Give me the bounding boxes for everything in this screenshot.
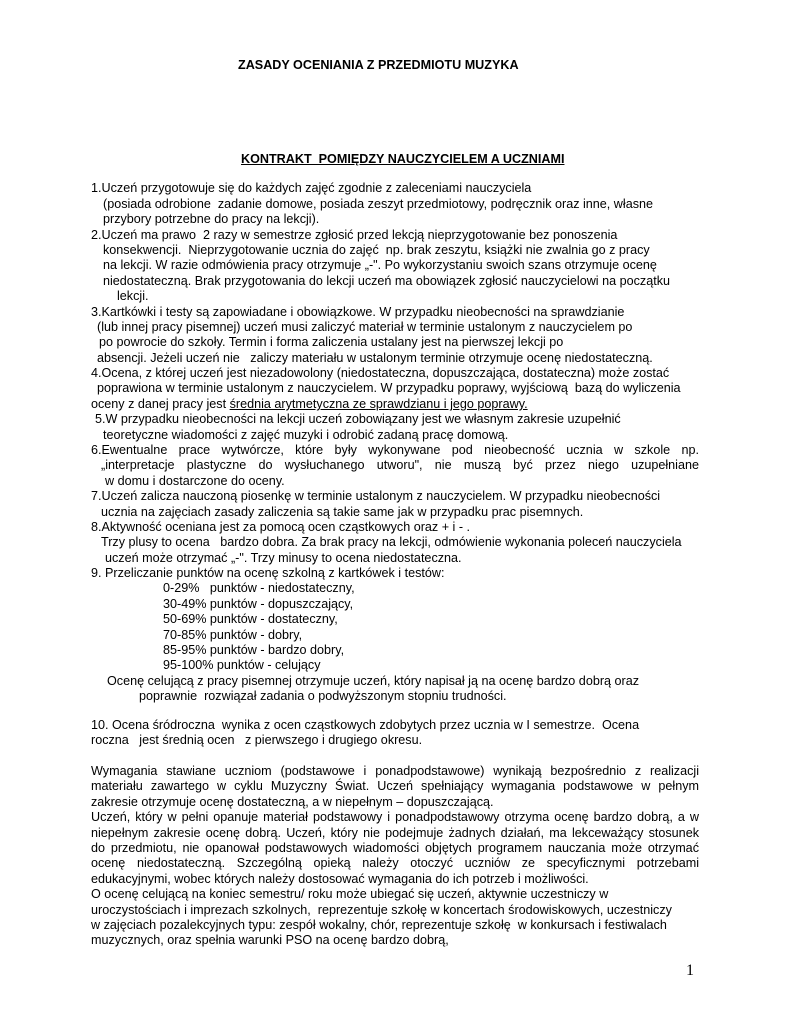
text-line: poprawnie rozwiązał zadania o podwyższonym stopniu trudności. bbox=[139, 689, 507, 703]
underlined-text: średnia arytmetyczna ze sprawdzianu i jego poprawy. bbox=[229, 397, 528, 411]
text-line: 5.W przypadku nieobecności na lekcji uczeń zobowiązany jest we własnym zakresie uzupełnić bbox=[95, 412, 621, 426]
text-line: Uczeń, który w pełni opanuje materiał podstawowy i ponadpodstawowy otrzyma ocenę bardzo dobrą, a w bbox=[91, 810, 699, 824]
text-line: ucznia na zajęciach zasady zaliczenia są takie same jak w przypadku prac pisemnych. bbox=[101, 505, 584, 519]
text-line: „interpretacje plastyczne do wysłuchanego utworu", nie muszą być przez niego uzupełniane bbox=[101, 458, 699, 472]
text-line: ocenę niedostateczną. Szczególną opieką należy otoczyć uczniów ze specyficznymi potrzebami bbox=[91, 856, 699, 870]
text-line: O ocenę celującą na koniec semestru/ roku może ubiegać się uczeń, aktywnie uczestniczy w bbox=[91, 887, 609, 901]
text-line: uczeń może otrzymać „-". Trzy minusy to ocena niedostateczna. bbox=[105, 551, 462, 565]
text-line: 6.Ewentualne prace wytwórcze, które były wykonywane pod nieobecność ucznia w szkole np. bbox=[91, 443, 699, 457]
text-line: zakresie otrzymuje ocenę dostateczną, a w niepełnym – dopuszczającą. bbox=[91, 795, 494, 809]
list-item: 30-49% punktów - dopuszczający, bbox=[163, 597, 354, 611]
list-item: 70-85% punktów - dobry, bbox=[163, 628, 303, 642]
page-number: 1 bbox=[686, 962, 694, 979]
text-line: do przedmiotu, nie opanował podstawowych wiadomości objętych programem nauczania może otrzymać bbox=[91, 841, 699, 855]
text-line bbox=[91, 397, 528, 412]
text-line: niedostateczną. Brak przygotowania do lekcji uczeń ma obowiązek zgłosić nauczycielowi na początku bbox=[103, 274, 671, 288]
list-item: 50-69% punktów - dostateczny, bbox=[163, 612, 338, 626]
text-line: edukacyjnymi, wobec których należy dostosować wymagania do ich potrzeb i możliwości. bbox=[91, 872, 589, 886]
text-line: 2.Uczeń ma prawo 2 razy w semestrze zgłosić przed lekcją nieprzygotowanie bez ponoszenia bbox=[91, 228, 618, 242]
text-line: 10. Ocena śródroczna wynika z ocen cząstkowych zdobytych przez ucznia w I semestrze. Ocena bbox=[91, 718, 640, 732]
text-line: po powrocie do szkoły. Termin i forma zaliczenia ustalany jest na pierwszej lekcji po bbox=[99, 335, 564, 349]
text-line: 1.Uczeń przygotowuje się do każdych zajęć zgodnie z zaleceniami nauczyciela bbox=[91, 181, 532, 195]
text-line: (posiada odrobione zadanie domowe, posiada zeszyt przedmiotowy, podręcznik oraz inne, własne bbox=[103, 197, 654, 211]
list-item: 85-95% punktów - bardzo dobry, bbox=[163, 643, 345, 657]
text-line: poprawiona w terminie ustalonym z nauczycielem. W przypadku poprawy, wyjściową bazą do wyliczenia bbox=[97, 381, 681, 395]
text-line: 9. Przeliczanie punktów na ocenę szkolną z kartkówek i testów: bbox=[91, 566, 445, 580]
document-title: ZASADY OCENIANIA Z PRZEDMIOTU MUZYKA bbox=[238, 58, 519, 72]
text-line: muzycznych, oraz spełnia warunki PSO na ocenę bardzo dobrą, bbox=[91, 933, 449, 947]
text-line: absencji. Jeżeli uczeń nie zaliczy materiału w ustalonym terminie otrzymuje ocenę niedostateczną. bbox=[97, 351, 653, 365]
text-line: konsekwencji. Nieprzygotowanie ucznia do zajęć np. brak zeszytu, książki nie zwalnia go z pracy bbox=[103, 243, 650, 257]
text-line: na lekcji. W razie odmówienia pracy otrzymuje „-". Po wykorzystaniu swoich szans otrzymuje ocenę bbox=[103, 258, 657, 272]
text-line: przybory potrzebne do pracy na lekcji). bbox=[103, 212, 320, 226]
text-line: 4.Ocena, z której uczeń jest niezadowolony (niedostateczna, dopuszczająca, dostateczna) może zostać bbox=[91, 366, 670, 380]
text-line: uroczystościach i imprezach szkolnych, reprezentuje szkołę w koncertach środowiskowych, uczestniczy bbox=[91, 903, 672, 917]
text-line: roczna jest średnią ocen z pierwszego i drugiego okresu. bbox=[91, 733, 423, 747]
document-subtitle: KONTRAKT POMIĘDZY NAUCZYCIELEM A UCZNIAMI bbox=[241, 152, 565, 166]
text-line: Ocenę celującą z pracy pisemnej otrzymuje uczeń, który napisał ją na ocenę bardzo dobrą oraz bbox=[107, 674, 640, 688]
text-fragment: oceny z danej pracy jest bbox=[91, 397, 230, 411]
text-line: 7.Uczeń zalicza nauczoną piosenkę w terminie ustalonym z nauczycielem. W przypadku nieobecności bbox=[91, 489, 661, 503]
text-line: (lub innej pracy pisemnej) uczeń musi zaliczyć materiał w terminie ustalonym z nauczycielem po bbox=[97, 320, 633, 334]
text-line: teoretyczne wiadomości z zajęć muzyki i odrobić zadaną pracę domową. bbox=[103, 428, 509, 442]
text-line: w domu i dostarczone do oceny. bbox=[105, 474, 285, 488]
text-line: materiału zawartego w cyklu Muzyczny Świat. Uczeń spełniający wymagania podstawowe w pełnym bbox=[91, 779, 699, 793]
text-line: w zajęciach pozalekcyjnych typu: zespół wokalny, chór, reprezentuje szkołę w konkursach i festiwalach bbox=[91, 918, 667, 932]
list-item: 0-29% punktów - niedostateczny, bbox=[163, 581, 355, 595]
text-line: lekcji. bbox=[117, 289, 149, 303]
text-line: 8.Aktywność oceniana jest za pomocą ocen cząstkowych oraz + i - . bbox=[91, 520, 471, 534]
text-line: Wymagania stawiane uczniom (podstawowe i ponadpodstawowe) wynikają bezpośrednio z realizacji bbox=[91, 764, 699, 778]
text-line: niepełnym zakresie ocenę dobrą. Uczeń, który nie podejmuje żadnych działań, ma lekceważący stosunek bbox=[91, 826, 699, 840]
text-line: 3.Kartkówki i testy są zapowiadane i obowiązkowe. W przypadku nieobecności na sprawdzianie bbox=[91, 305, 625, 319]
text-line: Trzy plusy to ocena bardzo dobra. Za brak pracy na lekcji, odmówienie wykonania poleceń nauczyciela bbox=[101, 535, 682, 549]
list-item: 95-100% punktów - celujący bbox=[163, 658, 321, 672]
